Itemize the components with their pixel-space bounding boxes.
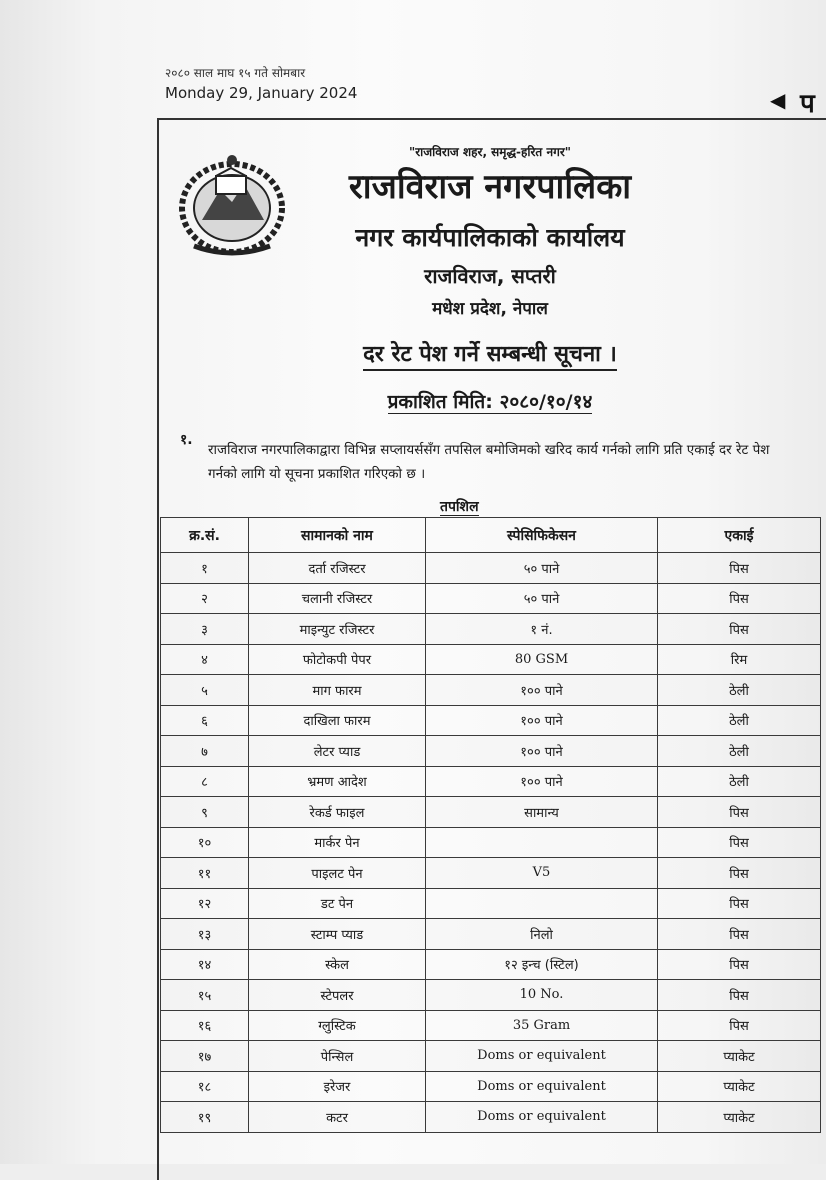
- point-number: १.: [180, 432, 193, 448]
- table-row: [161, 1102, 821, 1133]
- cell-item: स्टेपलर: [249, 980, 426, 1011]
- cell-spec: १ नं.: [426, 614, 658, 645]
- cell-spec: निलो: [426, 919, 658, 950]
- slogan: "राजविराज शहर, समृद्ध-हरित नगर": [408, 145, 572, 159]
- point-text: राजविराज नगरपालिकाद्वारा विभिन्न सप्लायर्ससँग तपसिल बमोजिमको खरिद कार्य गर्नको लागि प्रति एकाई दर रेट पेश गर्नको लागि यो सूचना प्रकाशित गरिएको छ ।: [208, 442, 770, 482]
- date-english: Monday 29, January 2024: [165, 84, 358, 103]
- cell-spec: Doms or equivalent: [426, 1071, 658, 1102]
- cell-serial: २: [161, 583, 249, 614]
- table-row: [161, 1041, 821, 1072]
- cell-spec: १०० पाने: [426, 705, 658, 736]
- cell-item: स्केल: [249, 949, 426, 980]
- table-heading-text: तपशिल: [440, 499, 479, 515]
- page-section-letter: प: [800, 89, 815, 119]
- dateline: [165, 66, 357, 102]
- cell-item: ग्लुस्टिक: [249, 1010, 426, 1041]
- table-row: [161, 705, 821, 736]
- cell-spec: ५० पाने: [426, 583, 658, 614]
- cell-spec: V5: [426, 858, 658, 889]
- cell-item: चलानी रजिस्टर: [249, 583, 426, 614]
- cell-item: फोटोकपी पेपर: [249, 644, 426, 675]
- cell-item: कटर: [249, 1102, 426, 1133]
- cell-serial: ५: [161, 675, 249, 706]
- office-location: राजविराज, सप्तरी: [424, 264, 556, 288]
- table-row: [161, 1010, 821, 1041]
- cell-unit: प्याकेट: [658, 1041, 821, 1072]
- table-row: [161, 797, 821, 828]
- cell-item: लेटर प्याड: [249, 736, 426, 767]
- table-row: [161, 858, 821, 889]
- cell-serial: १२: [161, 888, 249, 919]
- cell-spec: १०० पाने: [426, 766, 658, 797]
- cell-unit: रिम: [658, 644, 821, 675]
- published-date-text: प्रकाशित मिति: २०८०/१०/१४: [387, 391, 593, 413]
- cell-serial: १८: [161, 1071, 249, 1102]
- header-serial: क्र.सं.: [161, 518, 249, 553]
- cell-spec: [426, 888, 658, 919]
- office-name: नगर कार्यपालिकाको कार्यालय: [355, 223, 625, 252]
- cell-unit: ठेली: [658, 736, 821, 767]
- header-unit: एकाई: [658, 518, 821, 553]
- cell-unit: पिस: [658, 583, 821, 614]
- cell-unit: पिस: [658, 949, 821, 980]
- table-row: [161, 1071, 821, 1102]
- cell-spec: १०० पाने: [426, 736, 658, 767]
- table-row: [161, 736, 821, 767]
- cell-serial: १०: [161, 827, 249, 858]
- cell-serial: ७: [161, 736, 249, 767]
- cell-unit: पिस: [658, 797, 821, 828]
- table-heading: [440, 497, 479, 516]
- notice-subject-text: दर रेट पेश गर्ने सम्बन्धी सूचना ।: [363, 342, 617, 371]
- table-row: [161, 583, 821, 614]
- table-row: [161, 675, 821, 706]
- cell-spec: 35 Gram: [426, 1010, 658, 1041]
- cell-unit: पिस: [658, 980, 821, 1011]
- cell-item: दर्ता रजिस्टर: [249, 553, 426, 584]
- cell-item: माग फारम: [249, 675, 426, 706]
- notice-subject: [290, 338, 690, 368]
- cell-unit: पिस: [658, 888, 821, 919]
- cell-unit: पिस: [658, 919, 821, 950]
- cell-item: मार्कर पेन: [249, 827, 426, 858]
- cell-unit: ठेली: [658, 766, 821, 797]
- cell-spec: 10 No.: [426, 980, 658, 1011]
- cell-item: डट पेन: [249, 888, 426, 919]
- table-row: [161, 614, 821, 645]
- published-date: [290, 388, 690, 414]
- table-header-row: [161, 518, 821, 553]
- cell-spec: 80 GSM: [426, 644, 658, 675]
- cell-serial: १५: [161, 980, 249, 1011]
- table-row: [161, 644, 821, 675]
- cell-spec: Doms or equivalent: [426, 1041, 658, 1072]
- header-specification: स्पेसिफिकेसन: [426, 518, 658, 553]
- cell-serial: १६: [161, 1010, 249, 1041]
- cell-serial: ९: [161, 797, 249, 828]
- cell-item: माइन्युट रजिस्टर: [249, 614, 426, 645]
- cell-item: रेकर्ड फाइल: [249, 797, 426, 828]
- nepal-emblem-icon: [172, 150, 292, 260]
- table-row: [161, 553, 821, 584]
- items-table: [160, 517, 821, 1133]
- page-arrow-icon: ◀: [770, 88, 786, 112]
- cell-serial: ३: [161, 614, 249, 645]
- cell-serial: ६: [161, 705, 249, 736]
- cell-item: इरेजर: [249, 1071, 426, 1102]
- cell-spec: १२ इन्च (स्टिल): [426, 949, 658, 980]
- table-row: [161, 827, 821, 858]
- cell-unit: ठेली: [658, 675, 821, 706]
- cell-spec: १०० पाने: [426, 675, 658, 706]
- cell-unit: प्याकेट: [658, 1102, 821, 1133]
- cell-serial: १७: [161, 1041, 249, 1072]
- cell-spec: सामान्य: [426, 797, 658, 828]
- cell-unit: पिस: [658, 553, 821, 584]
- cell-unit: पिस: [658, 827, 821, 858]
- cell-serial: ८: [161, 766, 249, 797]
- cell-serial: ४: [161, 644, 249, 675]
- cell-serial: १: [161, 553, 249, 584]
- cell-unit: पिस: [658, 1010, 821, 1041]
- table-row: [161, 949, 821, 980]
- cell-serial: १९: [161, 1102, 249, 1133]
- cell-serial: १३: [161, 919, 249, 950]
- table-row: [161, 980, 821, 1011]
- date-nepali: २०८० साल माघ १५ गते सोमबार: [165, 66, 306, 80]
- cell-item: भ्रमण आदेश: [249, 766, 426, 797]
- table-row: [161, 766, 821, 797]
- cell-item: पाइलट पेन: [249, 858, 426, 889]
- cell-item: स्टाम्प प्याड: [249, 919, 426, 950]
- cell-item: पेन्सिल: [249, 1041, 426, 1072]
- cell-serial: ११: [161, 858, 249, 889]
- cell-unit: ठेली: [658, 705, 821, 736]
- cell-unit: पिस: [658, 858, 821, 889]
- cell-unit: पिस: [658, 614, 821, 645]
- table-row: [161, 919, 821, 950]
- province-name: मधेश प्रदेश, नेपाल: [432, 299, 548, 319]
- cell-spec: [426, 827, 658, 858]
- cell-item: दाखिला फारम: [249, 705, 426, 736]
- cell-spec: ५० पाने: [426, 553, 658, 584]
- table-row: [161, 888, 821, 919]
- header-item-name: सामानको नाम: [249, 518, 426, 553]
- municipality-name: राजविराज नगरपालिका: [348, 167, 632, 207]
- cell-spec: Doms or equivalent: [426, 1102, 658, 1133]
- cell-serial: १४: [161, 949, 249, 980]
- cell-unit: प्याकेट: [658, 1071, 821, 1102]
